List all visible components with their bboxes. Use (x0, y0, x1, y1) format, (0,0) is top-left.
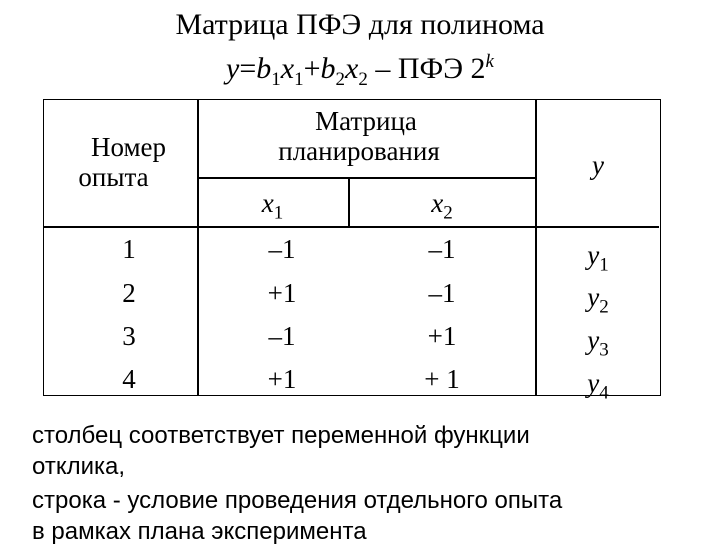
row-y-base: y (587, 325, 600, 355)
page-title: Матрица ПФЭ для полинома (175, 8, 545, 41)
row-x1: –1 (268, 234, 296, 264)
row-number: 2 (122, 278, 136, 308)
note-line: отклика, (32, 453, 126, 480)
table-divider (197, 177, 535, 179)
formula-x1-sub: 1 (294, 69, 304, 90)
row-y-base: y (587, 240, 600, 270)
row-y-base: y (587, 282, 600, 312)
table-divider (44, 226, 659, 228)
header-experiment-line1: Номер (90, 132, 167, 162)
row-y-sub: 4 (599, 382, 609, 404)
pfe-matrix-table (43, 99, 661, 404)
row-y-sub: 2 (599, 296, 609, 318)
header-x1 (197, 188, 348, 224)
row-x2: +1 (427, 321, 457, 351)
formula-eq: = (239, 52, 257, 85)
note-line: строка - условие проведения отдельного опыта (32, 487, 563, 514)
formula-k: k (485, 51, 494, 72)
table-row (44, 364, 659, 404)
row-number: 3 (122, 321, 136, 351)
header-planning-matrix (197, 106, 535, 166)
header-x1-sub: 1 (273, 202, 284, 224)
formula-b1-sub: 1 (271, 69, 281, 90)
row-y-base: y (587, 368, 600, 398)
formula-x2-sub: 2 (358, 69, 368, 90)
formula-x1: x (280, 52, 295, 85)
row-number: 1 (122, 234, 136, 264)
row-x1: +1 (267, 278, 297, 308)
header-x2 (349, 188, 535, 224)
table-row (44, 278, 659, 318)
formula-b1: b (256, 52, 272, 85)
header-x1-base: x (261, 188, 274, 218)
header-y: y (592, 150, 604, 180)
formula-b2-sub: 2 (335, 69, 346, 90)
formula-x2: x (345, 52, 359, 85)
row-x1: +1 (267, 364, 297, 394)
row-y (535, 282, 661, 318)
header-x2-sub: 2 (443, 202, 453, 224)
row-y (535, 240, 661, 276)
formula-dash-text: – ПФЭ 2 (367, 52, 486, 85)
row-y (535, 368, 661, 404)
header-experiment-line2: опыта (78, 162, 149, 192)
row-x1: –1 (268, 321, 296, 351)
note-line: столбец соответствует переменной функции (32, 422, 530, 449)
row-y-sub: 1 (599, 254, 609, 276)
formula-b2: b (320, 52, 336, 85)
note-line: в рамках плана эксперимента (32, 518, 367, 545)
row-x2: –1 (428, 234, 456, 264)
row-y (535, 325, 661, 361)
row-x2: –1 (428, 278, 456, 308)
header-matrix-line1: Матрица (315, 106, 417, 136)
header-x2-base: x (431, 188, 444, 218)
header-matrix-line2: планирования (278, 136, 440, 166)
formula-y: y (226, 52, 240, 85)
formula-plus: + (303, 52, 321, 85)
header-experiment-number (44, 132, 197, 192)
row-number: 4 (122, 364, 136, 394)
table-row (44, 321, 659, 361)
formula-title (0, 50, 720, 88)
row-y-sub: 3 (599, 339, 609, 361)
row-x2: + 1 (424, 364, 460, 394)
